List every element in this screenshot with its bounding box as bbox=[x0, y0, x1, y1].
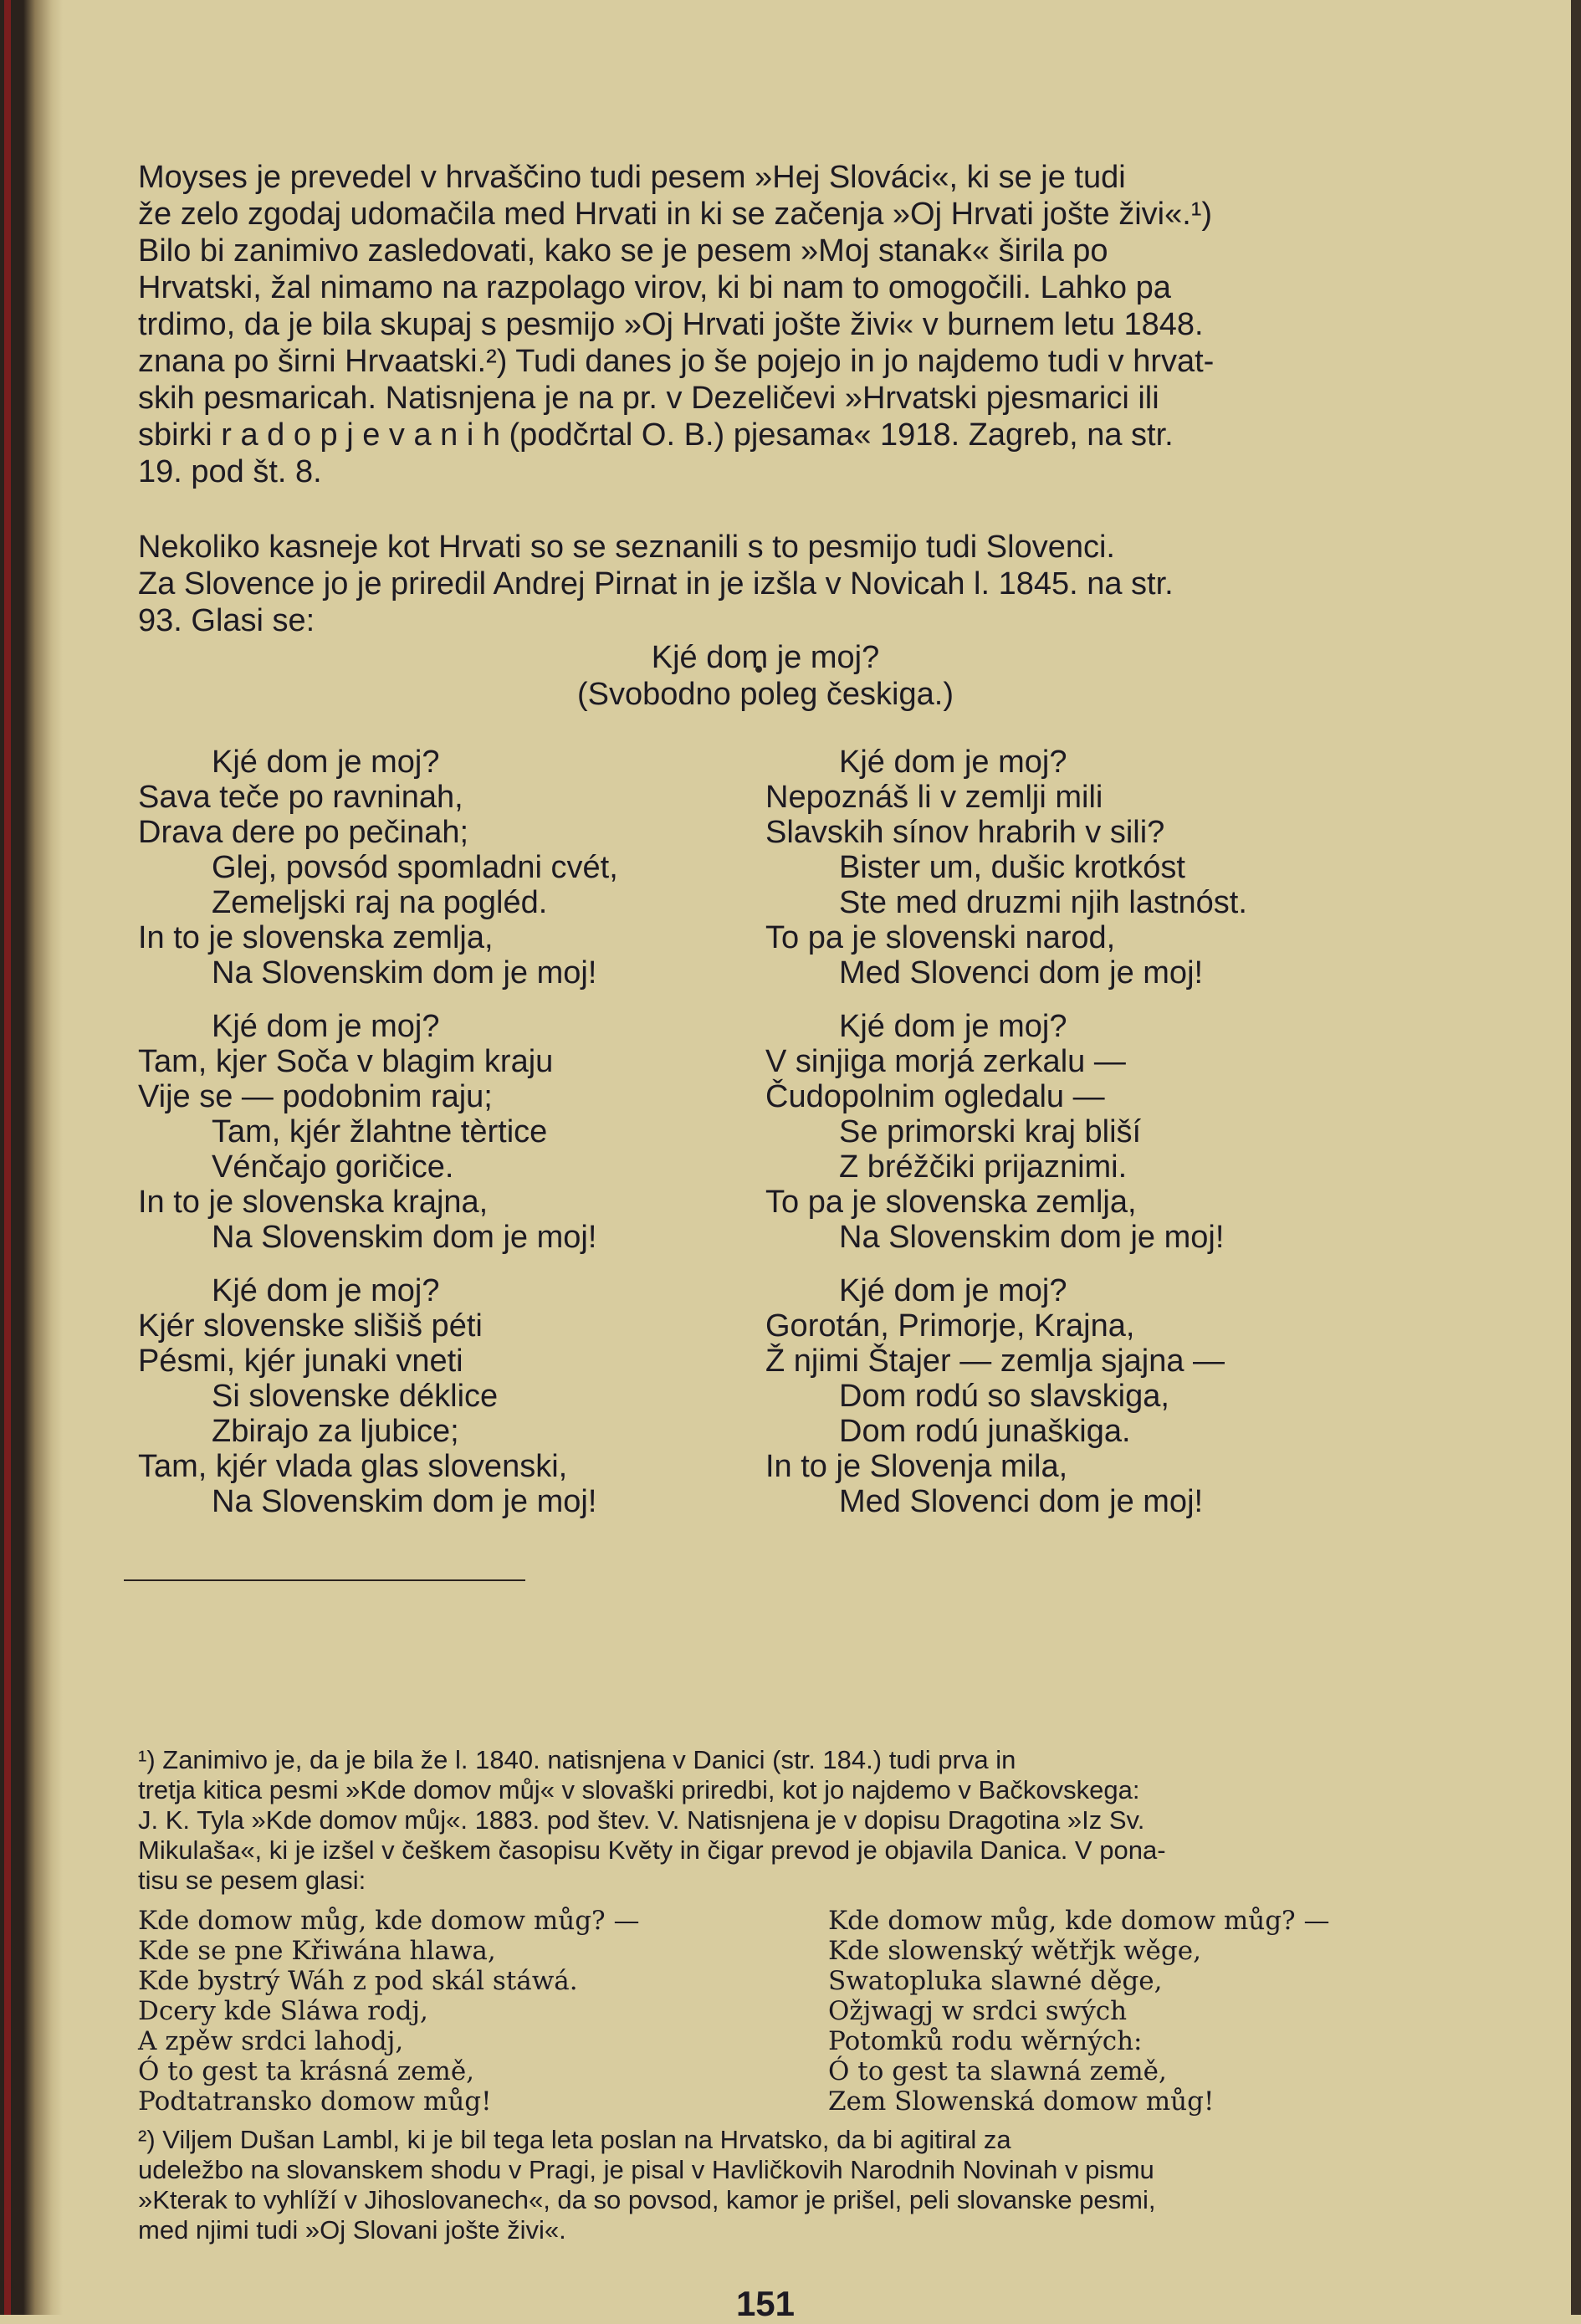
footnote-line: J. K. Tyla »Kde domov můj«. 1883. pod štev. V. Natisnjena je v dopisu Dragotina »Iz Sv. bbox=[138, 1805, 1145, 1835]
quote-line: Kde domow můg, kde domow můg? — bbox=[828, 1906, 1330, 1936]
quote-line: Kde se pne Křiwána hlawa, bbox=[138, 1936, 496, 1966]
poem-stanza bbox=[765, 1273, 1384, 1519]
poem-line: Med Slovenci dom je moj! bbox=[839, 1484, 1204, 1519]
footnote-line: tretja kitica pesmi »Kde domov můj« v slovaški priredbi, kot jo najdemo v Bačkovskega: bbox=[138, 1775, 1140, 1804]
footnote-1 bbox=[138, 1745, 1393, 1896]
text-line: sbirki r a d o p j e v a n i h (podčrtal O. B.) pjesama« 1918. Zagreb, na str. bbox=[138, 417, 1174, 453]
poem-line: Sava teče po ravninah, bbox=[138, 780, 463, 815]
footnote-line: udeležbo na slovanskem shodu v Pragi, je pisal v Havličkovih Narodnih Novinah v pismu bbox=[138, 2155, 1154, 2184]
footnote-line: Mikulaša«, ki je izšel v češkem časopisu Květy in čigar prevod je objavila Danica. V pona- bbox=[138, 1835, 1166, 1865]
text-line: že zelo zgodaj udomačila med Hrvati in ki se začenja »Oj Hrvati jošte živi«.¹) bbox=[138, 197, 1213, 232]
quote-line: Podtatransko domow můg! bbox=[138, 2086, 492, 2117]
poem-line: Zemeljski raj na pogléd. bbox=[212, 885, 548, 920]
poem-column-left bbox=[138, 745, 740, 1538]
poem-line: Drava dere po pečinah; bbox=[138, 815, 469, 850]
poem-line: Pésmi, kjér junaki vneti bbox=[138, 1344, 463, 1379]
poem-line: Nepoznáš li v zemlji mili bbox=[765, 780, 1103, 815]
poem-line: Na Slovenskim dom je moj! bbox=[839, 1220, 1225, 1255]
poem-stanza bbox=[138, 745, 740, 991]
footnote-line: tisu se pesem glasi: bbox=[138, 1866, 366, 1895]
text-line: 93. Glasi se: bbox=[138, 603, 315, 638]
quote-line: Kde slowenský wětřjk wěge, bbox=[828, 1936, 1201, 1966]
poem-line: Tam, kjer Soča v blagim kraju bbox=[138, 1044, 554, 1079]
poem-line: Dom rodú so slavskiga, bbox=[839, 1379, 1169, 1414]
quote-line: Dcery kde Sláwa rodj, bbox=[138, 1996, 428, 2026]
text-line: Za Slovence jo je priredil Andrej Pirnat in je izšla v Novicah l. 1845. na str. bbox=[138, 566, 1174, 601]
footnote-separator bbox=[124, 1579, 525, 1581]
poem-line: To pa je slovenska zemlja, bbox=[765, 1185, 1137, 1220]
text-line: skih pesmaricah. Natisnjena je na pr. v Dezeličevi »Hrvatski pjesmarici ili bbox=[138, 381, 1159, 416]
poem-line: Si slovenske déklice bbox=[212, 1379, 499, 1414]
footnote-2 bbox=[138, 2125, 1393, 2245]
poem-line: Na Slovenskim dom je moj! bbox=[212, 1220, 597, 1255]
poem-title-line: Kjé dom je moj? bbox=[651, 640, 880, 675]
poem-line: Zbirajo za ljubice; bbox=[212, 1414, 459, 1449]
poem-line: V sinjiga morjá zerkalu — bbox=[765, 1044, 1126, 1079]
footnote-quote-right bbox=[828, 1906, 1330, 2117]
poem-line: Med Slovenci dom je moj! bbox=[839, 955, 1204, 991]
poem-stanza bbox=[138, 1273, 740, 1519]
poem-line: Vénčajo goričice. bbox=[212, 1149, 454, 1185]
text-line: Hrvatski, žal nimamo na razpolago virov, ki bi nam to omogočili. Lahko pa bbox=[138, 270, 1171, 305]
poem-line: Kjé dom je moj? bbox=[839, 745, 1067, 780]
quote-line: Zem Slowenská domow můg! bbox=[828, 2086, 1215, 2117]
poem-line: Kjé dom je moj? bbox=[212, 1009, 440, 1044]
quote-line: A zpěw srdci lahodj, bbox=[138, 2026, 404, 2056]
binding-strip bbox=[4, 0, 11, 2315]
poem-line: To pa je slovenski narod, bbox=[765, 920, 1116, 955]
text-line: Moyses je prevedel v hrvaščino tudi pesem »Hej Slováci«, ki se je tudi bbox=[138, 160, 1126, 195]
poem-line: Ž njimi Štajer — zemlja sjajna — bbox=[765, 1344, 1225, 1379]
poem-line: Vije se — podobnim raju; bbox=[138, 1079, 493, 1114]
text-line: trdimo, da je bila skupaj s pesmijo »Oj Hrvati jošte živi« v burnem letu 1848. bbox=[138, 307, 1204, 342]
poem-line: Gorotán, Primorje, Krajna, bbox=[765, 1308, 1135, 1344]
footnote-line: ²) Viljem Dušan Lambl, ki je bil tega leta poslan na Hrvatsko, da bi agitiral za bbox=[138, 2125, 1011, 2154]
quote-line: Ó to gest ta krásná země, bbox=[138, 2056, 475, 2086]
text-line: znana po širni Hrvaatski.²) Tudi danes jo še pojejo in jo najdemo tudi v hrvat- bbox=[138, 344, 1215, 379]
poem-line: Slavskih sínov hrabrih v sili? bbox=[765, 815, 1165, 850]
poem-subtitle-line: (Svobodno poleg českiga.) bbox=[577, 677, 954, 712]
page-right-edge bbox=[1571, 0, 1581, 2315]
text-line: Nekoliko kasneje kot Hrvati so se seznanili s to pesmijo tudi Slovenci. bbox=[138, 530, 1115, 565]
poem-stanza bbox=[765, 1009, 1384, 1255]
poem-line: In to je slovenska zemlja, bbox=[138, 920, 494, 955]
poem-line: Tam, kjér vlada glas slovenski, bbox=[138, 1449, 568, 1484]
poem-line: Kjé dom je moj? bbox=[212, 745, 440, 780]
poem-stanza bbox=[138, 1009, 740, 1255]
quote-line: Kde domow můg, kde domow můg? — bbox=[138, 1906, 640, 1936]
footnote-line: »Kterak to vyhlíží v Jihoslovanech«, da so povsod, kamor je prišel, peli slovanske pesmi, bbox=[138, 2185, 1156, 2214]
quote-line: Ožjwagj w srdci swých bbox=[828, 1996, 1128, 2026]
text-line: Bilo bi zanimivo zasledovati, kako se je pesem »Moj stanak« širila po bbox=[138, 233, 1108, 269]
paragraph-slovenci bbox=[138, 529, 1174, 639]
poem-column-right bbox=[765, 745, 1384, 1538]
footnote-quote-left bbox=[138, 1906, 640, 2117]
quote-line: Swatopluka slawné děge, bbox=[828, 1966, 1163, 1996]
footnote-line: med njimi tudi »Oj Slovani jošte živi«. bbox=[138, 2215, 566, 2245]
poem-line: In to je Slovenja mila, bbox=[765, 1449, 1068, 1484]
poem-line: Bister um, dušic krotkóst bbox=[839, 850, 1185, 885]
poem-title bbox=[138, 639, 1393, 713]
poem-line: Z bréžčiki prijaznimi. bbox=[839, 1149, 1128, 1185]
poem-line: Kjé dom je moj? bbox=[839, 1273, 1067, 1308]
quote-line: Kde bystrý Wáh z pod skál stáwá. bbox=[138, 1966, 578, 1996]
footnote-line: ¹) Zanimivo je, da je bila že l. 1840. natisnjena v Danici (str. 184.) tudi prva in bbox=[138, 1745, 1016, 1774]
poem-line: Tam, kjér žlahtne tèrtice bbox=[212, 1114, 548, 1149]
poem-line: Se primorski kraj bliší bbox=[839, 1114, 1142, 1149]
poem-line: Ste med druzmi njih lastnóst. bbox=[839, 885, 1247, 920]
poem-line: Glej, povsód spomladni cvét, bbox=[212, 850, 618, 885]
poem-line: Na Slovenskim dom je moj! bbox=[212, 955, 597, 991]
poem-line: Dom rodú junaškiga. bbox=[839, 1414, 1131, 1449]
poem-line: Kjé dom je moj? bbox=[212, 1273, 440, 1308]
poem-line: Kjér slovenske slišiš péti bbox=[138, 1308, 483, 1344]
poem-stanza bbox=[765, 745, 1384, 991]
poem-line: Na Slovenskim dom je moj! bbox=[212, 1484, 597, 1519]
poem-line: Kjé dom je moj? bbox=[839, 1009, 1067, 1044]
quote-line: Ó to gest ta slawná země, bbox=[828, 2056, 1167, 2086]
paragraph-moyses bbox=[138, 159, 1214, 490]
page-number: 151 bbox=[735, 2284, 796, 2323]
quote-line: Potomků rodu wěrných: bbox=[828, 2026, 1143, 2056]
poem-line: In to je slovenska krajna, bbox=[138, 1185, 489, 1220]
poem-line: Čudopolnim ogledalu — bbox=[765, 1079, 1105, 1114]
text-line: 19. pod št. 8. bbox=[138, 454, 322, 489]
